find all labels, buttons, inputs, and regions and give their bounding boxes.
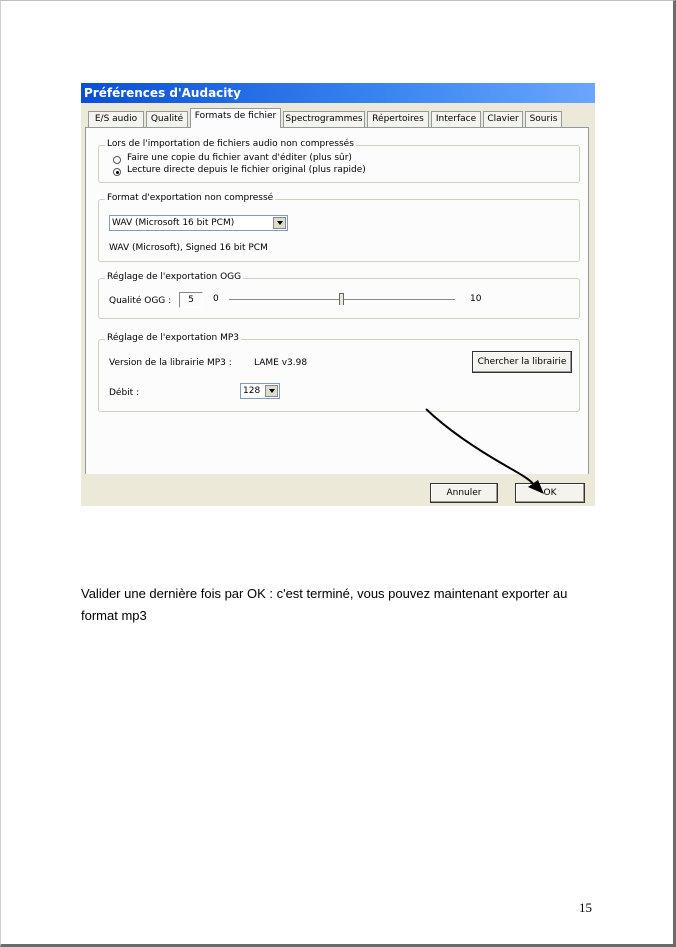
tab-mouse[interactable]: Souris [525, 111, 562, 127]
mp3-group-legend: Réglage de l'exportation MP3 [107, 333, 239, 343]
tab-directories[interactable]: Répertoires [367, 111, 429, 127]
page-number: 15 [579, 900, 592, 915]
tab-keyboard[interactable]: Clavier [483, 111, 523, 127]
export-format-description: WAV (Microsoft), Signed 16 bit PCM [109, 243, 268, 253]
tab-interface[interactable]: Interface [431, 111, 481, 127]
arrow-line [426, 409, 536, 487]
bitrate-label: Débit : [109, 388, 140, 398]
ogg-group-legend: Réglage de l'exportation OGG [107, 272, 242, 282]
tab-quality[interactable]: Qualité [146, 111, 188, 127]
mp3-version-value: LAME v3.98 [254, 358, 308, 368]
tab-file-formats[interactable]: Formats de fichier [190, 108, 281, 128]
export-format-value: WAV (Microsoft 16 bit PCM) [112, 218, 235, 228]
ok-button[interactable]: OK [515, 483, 585, 503]
import-group-legend: Lors de l'importation de fichiers audio non compressés [107, 139, 354, 149]
radio-direct-read-label: Lecture directe depuis le fichier original (plus rapide) [127, 165, 366, 175]
tab-spectrograms[interactable]: Spectrogrammes [283, 111, 365, 127]
ogg-slider-min: 0 [213, 294, 219, 304]
tab-audio-io[interactable]: E/S audio [88, 111, 144, 127]
ogg-slider-max: 10 [470, 294, 482, 304]
bitrate-value: 128 [243, 386, 261, 396]
cancel-button[interactable]: Annuler [430, 483, 498, 503]
radio-copy-file-label: Faire une copie du fichier avant d'éditer (plus sûr) [127, 153, 352, 163]
mp3-version-label: Version de la librairie MP3 : [109, 358, 232, 368]
dialog-title: Préférences d'Audacity [81, 83, 595, 103]
export-format-legend: Format d'exportation non compressé [107, 193, 274, 203]
find-library-button[interactable]: Chercher la librairie [472, 351, 572, 373]
ogg-quality-label: Qualité OGG : [109, 296, 172, 306]
ogg-quality-value: 5 [179, 292, 203, 308]
caption-text: Valider une dernière fois par OK : c'est terminé, vous pouvez maintenant exporter au format mp3 [81, 586, 568, 623]
